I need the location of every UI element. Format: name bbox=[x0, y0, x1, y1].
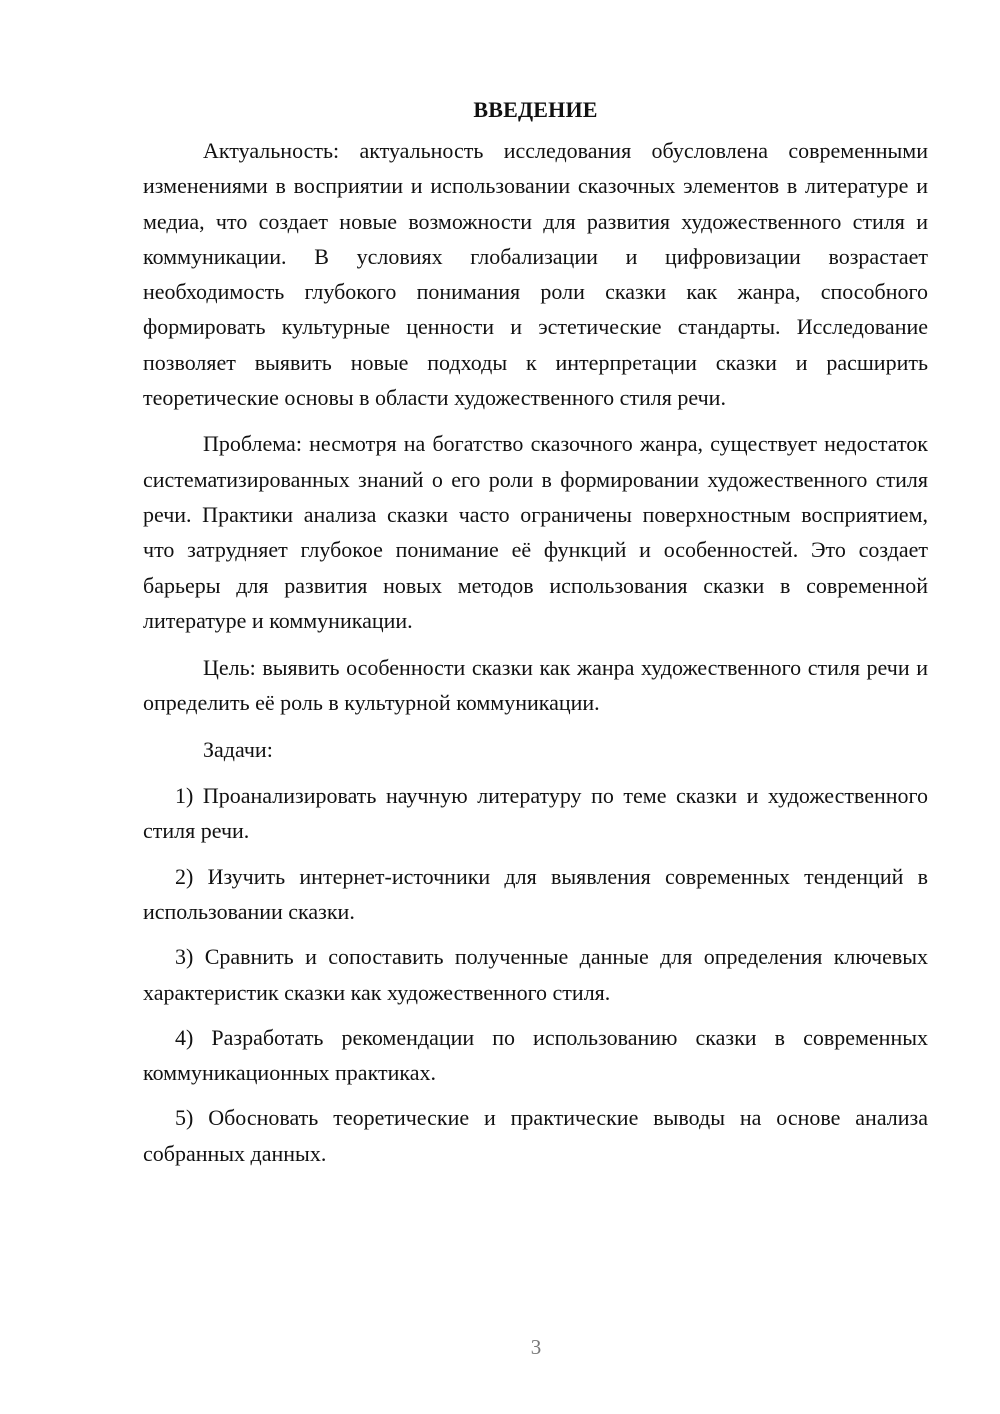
section-heading: ВВЕДЕНИЕ bbox=[473, 97, 598, 122]
goal-paragraph: Цель: выявить особенности сказки как жанра художественного стиля речи и определить её роль в культурной коммуникации. bbox=[143, 655, 928, 716]
task-item-2: 2) Изучить интернет-источники для выявления современных тенденций в использовании сказки. bbox=[143, 863, 928, 924]
task-item-3: 3) Сравнить и сопоставить полученные данные для определения ключевых характеристик сказки как художественного стиля. bbox=[143, 944, 928, 1005]
task-item-4: 4) Разработать рекомендации по использованию сказки в современных коммуникационных практиках. bbox=[143, 1024, 928, 1086]
problem-paragraph: Проблема: несмотря на богатство сказочного жанра, существует недостаток систематизированных знаний о его роли в формировании художественного стиля речи. Практики анализа сказки часто ограничены поверхностным восприятием, что затрудняет глубокое понимание её функций и особенностей. Это создает барьеры для развития новых методов использования сказки в современной литературе и коммуникации. bbox=[143, 431, 928, 633]
page-number: 3 bbox=[530, 1335, 542, 1359]
task-item-5: 5) Обосновать теоретические и практические выводы на основе анализа собранных данных. bbox=[143, 1105, 928, 1166]
tasks-label: Задачи: bbox=[203, 736, 273, 762]
task-item-1: 1) Проанализировать научную литературу по теме сказки и художественного стиля речи. bbox=[143, 783, 928, 844]
relevance-paragraph: Актуальность: актуальность исследования обусловлена современными изменениями в восприятии и использовании сказочных элементов в литературе и медиа, что создает новые возможности для развития художественного стиля и коммуникации. В условиях глобализации и цифровизации возрастает необходимость глубокого понимания роли сказки как жанра, способного формировать культурные ценности и эстетические стандарты. Исследование позволяет выявить новые подходы к интерпретации сказки и расширить теоретические основы в области художественного стиля речи. bbox=[143, 138, 928, 411]
page-content bbox=[143, 92, 928, 1171]
